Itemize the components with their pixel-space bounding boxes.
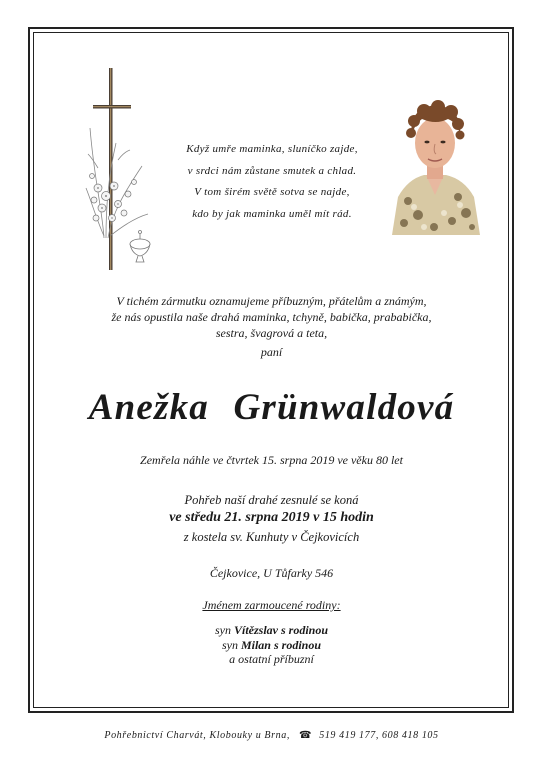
footer: [0, 730, 543, 741]
portrait-photo: [388, 97, 482, 235]
family-list: [0, 623, 543, 667]
funeral-company: Pohřebnictví Charvát, Klobouky u Brna,: [104, 730, 290, 741]
cross-with-flowers-icon: [84, 68, 168, 272]
family-heading: [0, 598, 543, 613]
announcement: [0, 293, 543, 341]
family-member-prefix: syn: [221, 637, 238, 652]
announcement-line: sestra, švagrová a teta,: [215, 326, 328, 340]
family-heading-text: Jménem zarmoucené rodiny:: [202, 598, 341, 612]
funeral-date: ve středu 21. srpna 2019 v 15 hodin: [169, 510, 374, 525]
announcement-line: V tichém zármutku oznamujeme příbuzným, přátelům a známým,: [116, 294, 427, 308]
poem-line: kdo by jak maminka uměl mít rád.: [192, 207, 352, 220]
first-name: Anežka: [88, 387, 209, 428]
poem-line: V tom širém světě sotva se najde,: [194, 186, 350, 198]
poem-line: Když umře maminka, sluníčko zajde,: [186, 143, 358, 155]
deceased-name: [0, 386, 543, 429]
family-member-prefix: syn: [214, 623, 231, 637]
family-member: [0, 638, 543, 653]
title-pani: paní: [260, 345, 283, 359]
address: Čejkovice, U Tůfarky 546: [209, 566, 334, 580]
funeral-intro: Pohřeb naší drahé zesnulé se koná: [184, 493, 359, 507]
poem-line: v srdci nám zůstane smutek a chlad.: [187, 164, 357, 177]
death-notice: Zemřela náhle ve čtvrtek 15. srpna 2019 ve věku 80 let: [140, 453, 403, 467]
funeral-place: z kostela sv. Kunhuty v Čejkovicích: [183, 530, 360, 544]
phone-numbers: 519 419 177, 608 418 105: [319, 730, 439, 741]
poem: [174, 139, 370, 225]
announcement-line: že nás opustila naše drahá maminka, tchyně, babička, prababička,: [111, 310, 432, 324]
family-member-name: Milan s rodinou: [240, 637, 322, 652]
family-closing: a ostatní příbuzní: [229, 652, 314, 666]
family-member-name: Vítězslav s rodinou: [233, 623, 329, 637]
telephone-icon: ☎: [299, 730, 313, 741]
last-name: Grünwaldová: [233, 387, 455, 428]
family-member: [0, 623, 543, 638]
